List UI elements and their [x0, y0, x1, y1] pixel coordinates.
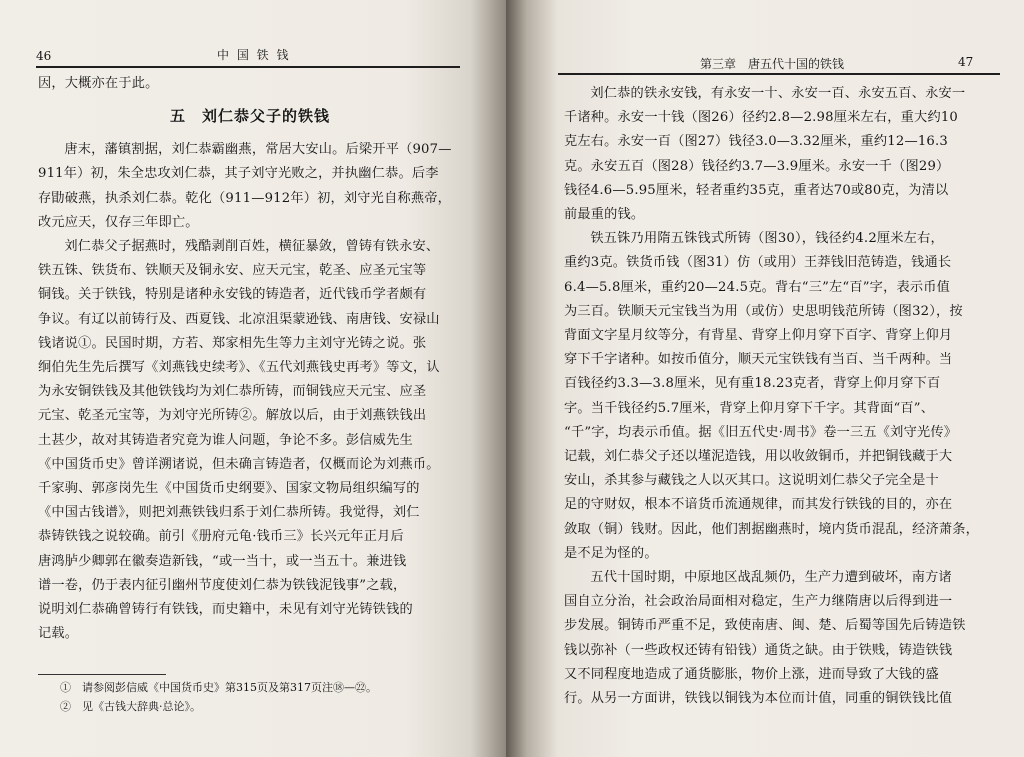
text-line: 铁五铢、铁货布、铁顺天及铜永安、应天元宝，乾圣、应圣元宝等 — [38, 263, 427, 279]
text-line: 存勖破燕，执杀刘仁恭。乾化（911—912年）初，刘守光自称燕帝， — [38, 190, 452, 206]
text-line: 千诸种。永安一十钱（图26）径约2.8—2.98厘米左右，重大约10 — [564, 110, 959, 126]
text-line: 克。永安五百（图28）钱径约3.7—3.9厘米。永安一千（图29） — [564, 158, 950, 174]
text-line: 安山，杀其参与藏钱之人以灭其口。这说明刘仁恭父子完全是十 — [564, 473, 939, 489]
right-body — [564, 82, 979, 711]
text-line: 《中国古钱谱》，则把刘燕铁钱归系于刘仁恭所铸。我觉得，刘仁 — [38, 505, 420, 521]
text-line: 重约3克。铁货币钱（图31）仿（或用）王莽钱旧范铸造，钱通长 — [564, 255, 952, 271]
footnote-2: ② 见《古钱大辞典·总论》。 — [60, 700, 201, 713]
text-line: “千”字，均表示币值。据《旧五代史·周书》卷一三五《刘守光传》 — [564, 424, 958, 440]
text-line: 刘仁恭父子据燕时，残酷剥削百姓，横征暴敛，曾铸有铁永安、 — [64, 239, 440, 255]
text-line: 铁五铢乃用隋五铢钱式所铸（图30），钱径约4.2厘米左右， — [590, 231, 944, 247]
text-line: 钱诸说①。民国时期，方若、郑家相先生等力主刘守光铸之说。张 — [38, 335, 427, 351]
text-line: 谱一卷，仍于表内征引幽州节度使刘仁恭为铁钱泥钱事”之载， — [38, 577, 407, 593]
right-page — [506, 0, 1024, 757]
text-line: 克左右。永安一百（图27）钱径3.0—3.32厘米，重约12—16.3 — [564, 134, 949, 150]
text-line: 恭铸铁钱之说较确。前引《册府元龟·钱币三》长兴元年正月后 — [38, 529, 404, 545]
text-line: 步发展。铜铸币严重不足，致使南唐、闽、楚、后蜀等国先后铸造铁 — [564, 618, 966, 634]
page-number-right: 47 — [958, 55, 974, 69]
text-line: 敛取（铜）钱财。因此，他们割据幽燕时，境内货币混乱，经济萧条， — [564, 521, 980, 537]
footnote-rule — [38, 674, 166, 675]
text-line: 铜钱。关于铁钱，特别是诸种永安钱的铸造者，近代钱币学者颇有 — [38, 287, 427, 303]
text-line: 土甚少，故对其铸造者究竟为谁人问题，争论不多。彭信威先生 — [38, 432, 413, 448]
text-line: 911年）初，朱全忠攻刘仁恭，其子刘守光败之，并执幽仁恭。后李 — [38, 166, 439, 182]
text-line: 改元应天，仅存三年即亡。 — [38, 214, 199, 230]
section-title: 五 刘仁恭父子的铁钱 — [170, 107, 331, 126]
text-line: 字。当千钱径约5.7厘米，背穿上仰月穿下千字。其背面“百”、 — [564, 400, 935, 416]
left-page — [0, 0, 506, 757]
text-line: 记载。 — [38, 626, 79, 642]
text-line: 记载，刘仁恭父子还以墐泥造钱，用以收敛铜币，并把铜钱藏于大 — [564, 449, 953, 465]
text-line: 因，大概亦在于此。 — [38, 76, 159, 91]
text-line: 《中国货币史》曾详溯诸说，但未确言铸造者，仅概而论为刘燕币。 — [38, 456, 440, 472]
text-line: 唐鸿胪少卿郭在徽奏造新钱，“或一当十，或一当五十。兼进钱 — [38, 553, 407, 569]
text-line: 为三百。铁顺天元宝钱当为用（或仿）史思明钱范所铸（图32），按 — [564, 303, 963, 319]
text-line: 又不同程度地造成了通货膨胀，物价上涨，进而导致了大钱的盛 — [564, 666, 939, 682]
text-line: 刘仁恭的铁永安钱，有永安一十、永安一百、永安五百、永安一 — [590, 86, 966, 101]
text-line: 钱以弥补（一些政权还铸有铅钱）通货之缺。由于铁贱，铸造铁钱 — [564, 642, 953, 658]
text-line: 前最重的钱。 — [564, 207, 645, 223]
text-line: 千家驹、郭彦岗先生《中国货币史纲要》、国家文物局组织编写的 — [38, 481, 420, 497]
header-rule-left — [36, 66, 460, 68]
text-line: 百钱径约3.3—3.8厘米，见有重18.23克者，背穿上仰月穿下百 — [564, 376, 941, 392]
text-line: 䌹伯先生先后撰写《刘燕钱史续考》、《五代刘燕钱史再考》等文，认 — [38, 360, 440, 376]
text-line: 国自立分治，社会政治局面相对稳定，生产力继隋唐以后得到进一 — [564, 594, 953, 610]
text-line: 行。从另一方面讲，铁钱以铜钱为本位而计值，同重的铜铁钱比值 — [564, 691, 953, 707]
page-number-left: 46 — [36, 49, 52, 63]
text-line: 元宝、乾圣元宝等，为刘守光所铸②。解放以后，由于刘燕铁钱出 — [38, 408, 427, 424]
text-line: 6.4—5.8厘米，重约20—24.5克。背右“三”左“百”字，表示币值 — [564, 279, 951, 295]
running-head-right: 第三章 唐五代十国的铁钱 — [700, 57, 845, 71]
left-body — [38, 72, 452, 646]
text-line: 说明刘仁恭确曾铸行有铁钱，而史籍中，未见有刘守光铸铁钱的 — [38, 602, 413, 618]
text-line: 钱径4.6—5.95厘米，轻者重约35克，重者达70或80克，为清以 — [564, 182, 949, 198]
running-head-left: 中 国 铁 钱 — [217, 48, 291, 62]
header-rule-right — [558, 73, 1000, 75]
text-line: 穿下千字诸种。如按币值分，顺天元宝铁钱有当百、当千两种。当 — [564, 352, 953, 368]
text-line: 背面文字星月纹等分，有背星、背穿上仰月穿下百字、背穿上仰月 — [564, 328, 953, 344]
text-line: 五代十国时期，中原地区战乱频仍，生产力遭到破坏，南方诸 — [590, 570, 952, 586]
text-line: 是不足为怪的。 — [564, 545, 658, 561]
footnote-1: ① 请参阅彭信威《中国货币史》第315页及第317页注⑱—㉒。 — [60, 681, 377, 694]
text-line: 足的守财奴，根本不谙货币流通规律，而其发行铁钱的目的，亦在 — [564, 497, 953, 513]
text-line: 争议。有辽以前铸行及、西夏钱、北凉沮渠蒙逊钱、南唐钱、安禄山 — [38, 311, 440, 327]
text-line: 唐末，藩镇割据，刘仁恭霸幽燕，常居大安山。后梁开平（907— — [64, 142, 452, 158]
text-line: 为永安铜铁钱及其他铁钱均为刘仁恭所铸，而铜钱应天元宝、应圣 — [38, 384, 427, 400]
